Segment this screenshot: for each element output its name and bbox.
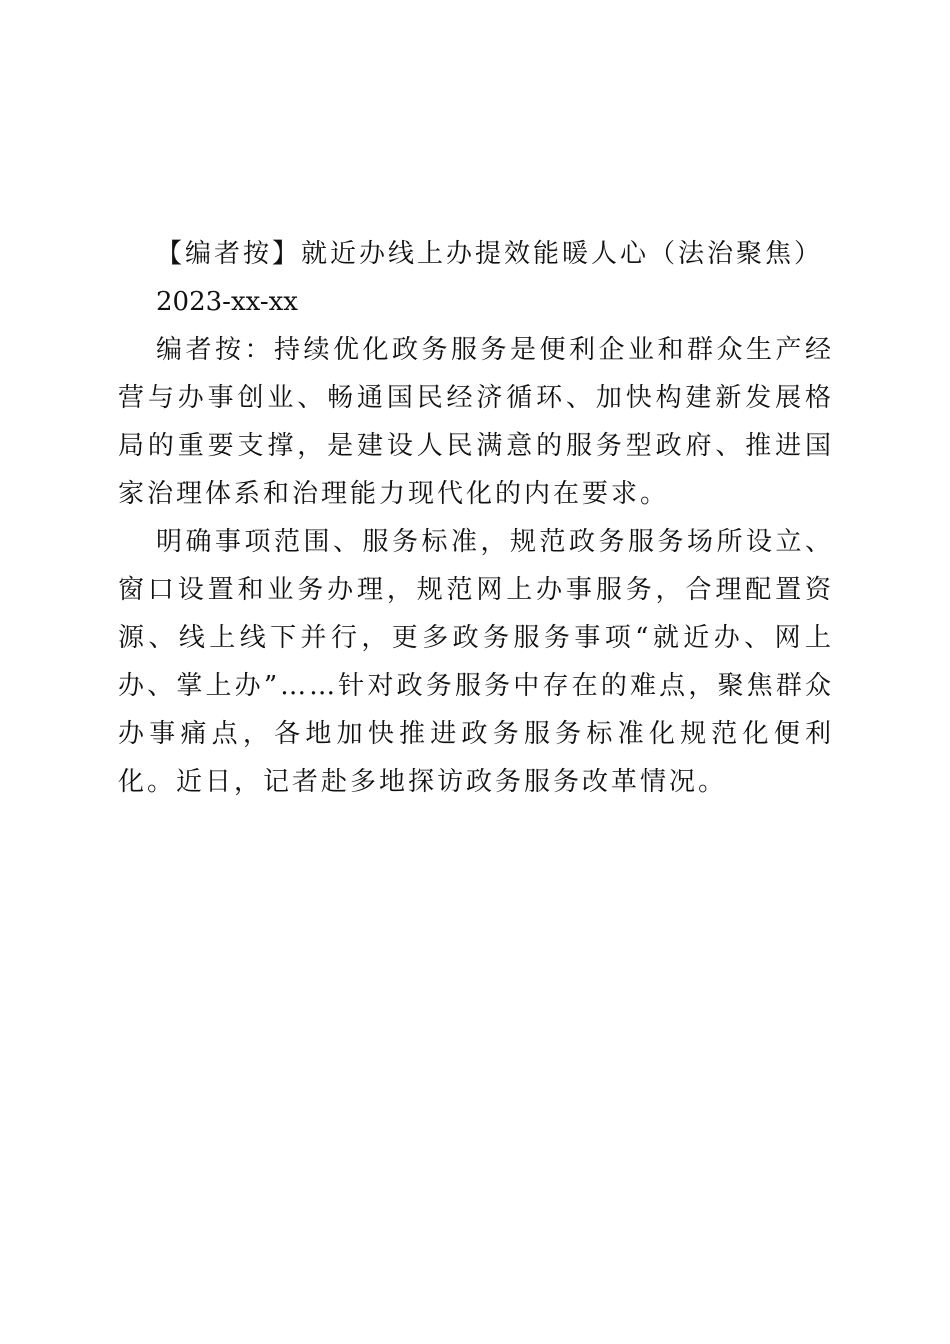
document-title: 【编者按】就近办线上办提效能暖人心（法治聚焦） [156,239,824,269]
editor-note-paragraph: 编者按：持续优化政务服务是便利企业和群众生产经营与办事创业、畅通国民经济循环、加快构建新发展格局的重要支撑，是建设人民满意的服务型政府、推进国家治理体系和治理能力现代化的内在要求。 [118,335,834,509]
body-paragraph: 明确事项范围、服务标准，规范政务服务场所设立、窗口设置和业务办理，规范网上办事服务，合理配置资源、线上线下并行，更多政务服务事项“就近办、网上办、掌上办”……针对政务服务中存在的难点，聚焦群众办事痛点，各地加快推进政务服务标准化规范化便利化。近日，记者赴多地探访政务服务改革情况。 [118,527,834,797]
document-date: 2023-xx-xx [156,287,298,317]
document-body [118,230,834,806]
